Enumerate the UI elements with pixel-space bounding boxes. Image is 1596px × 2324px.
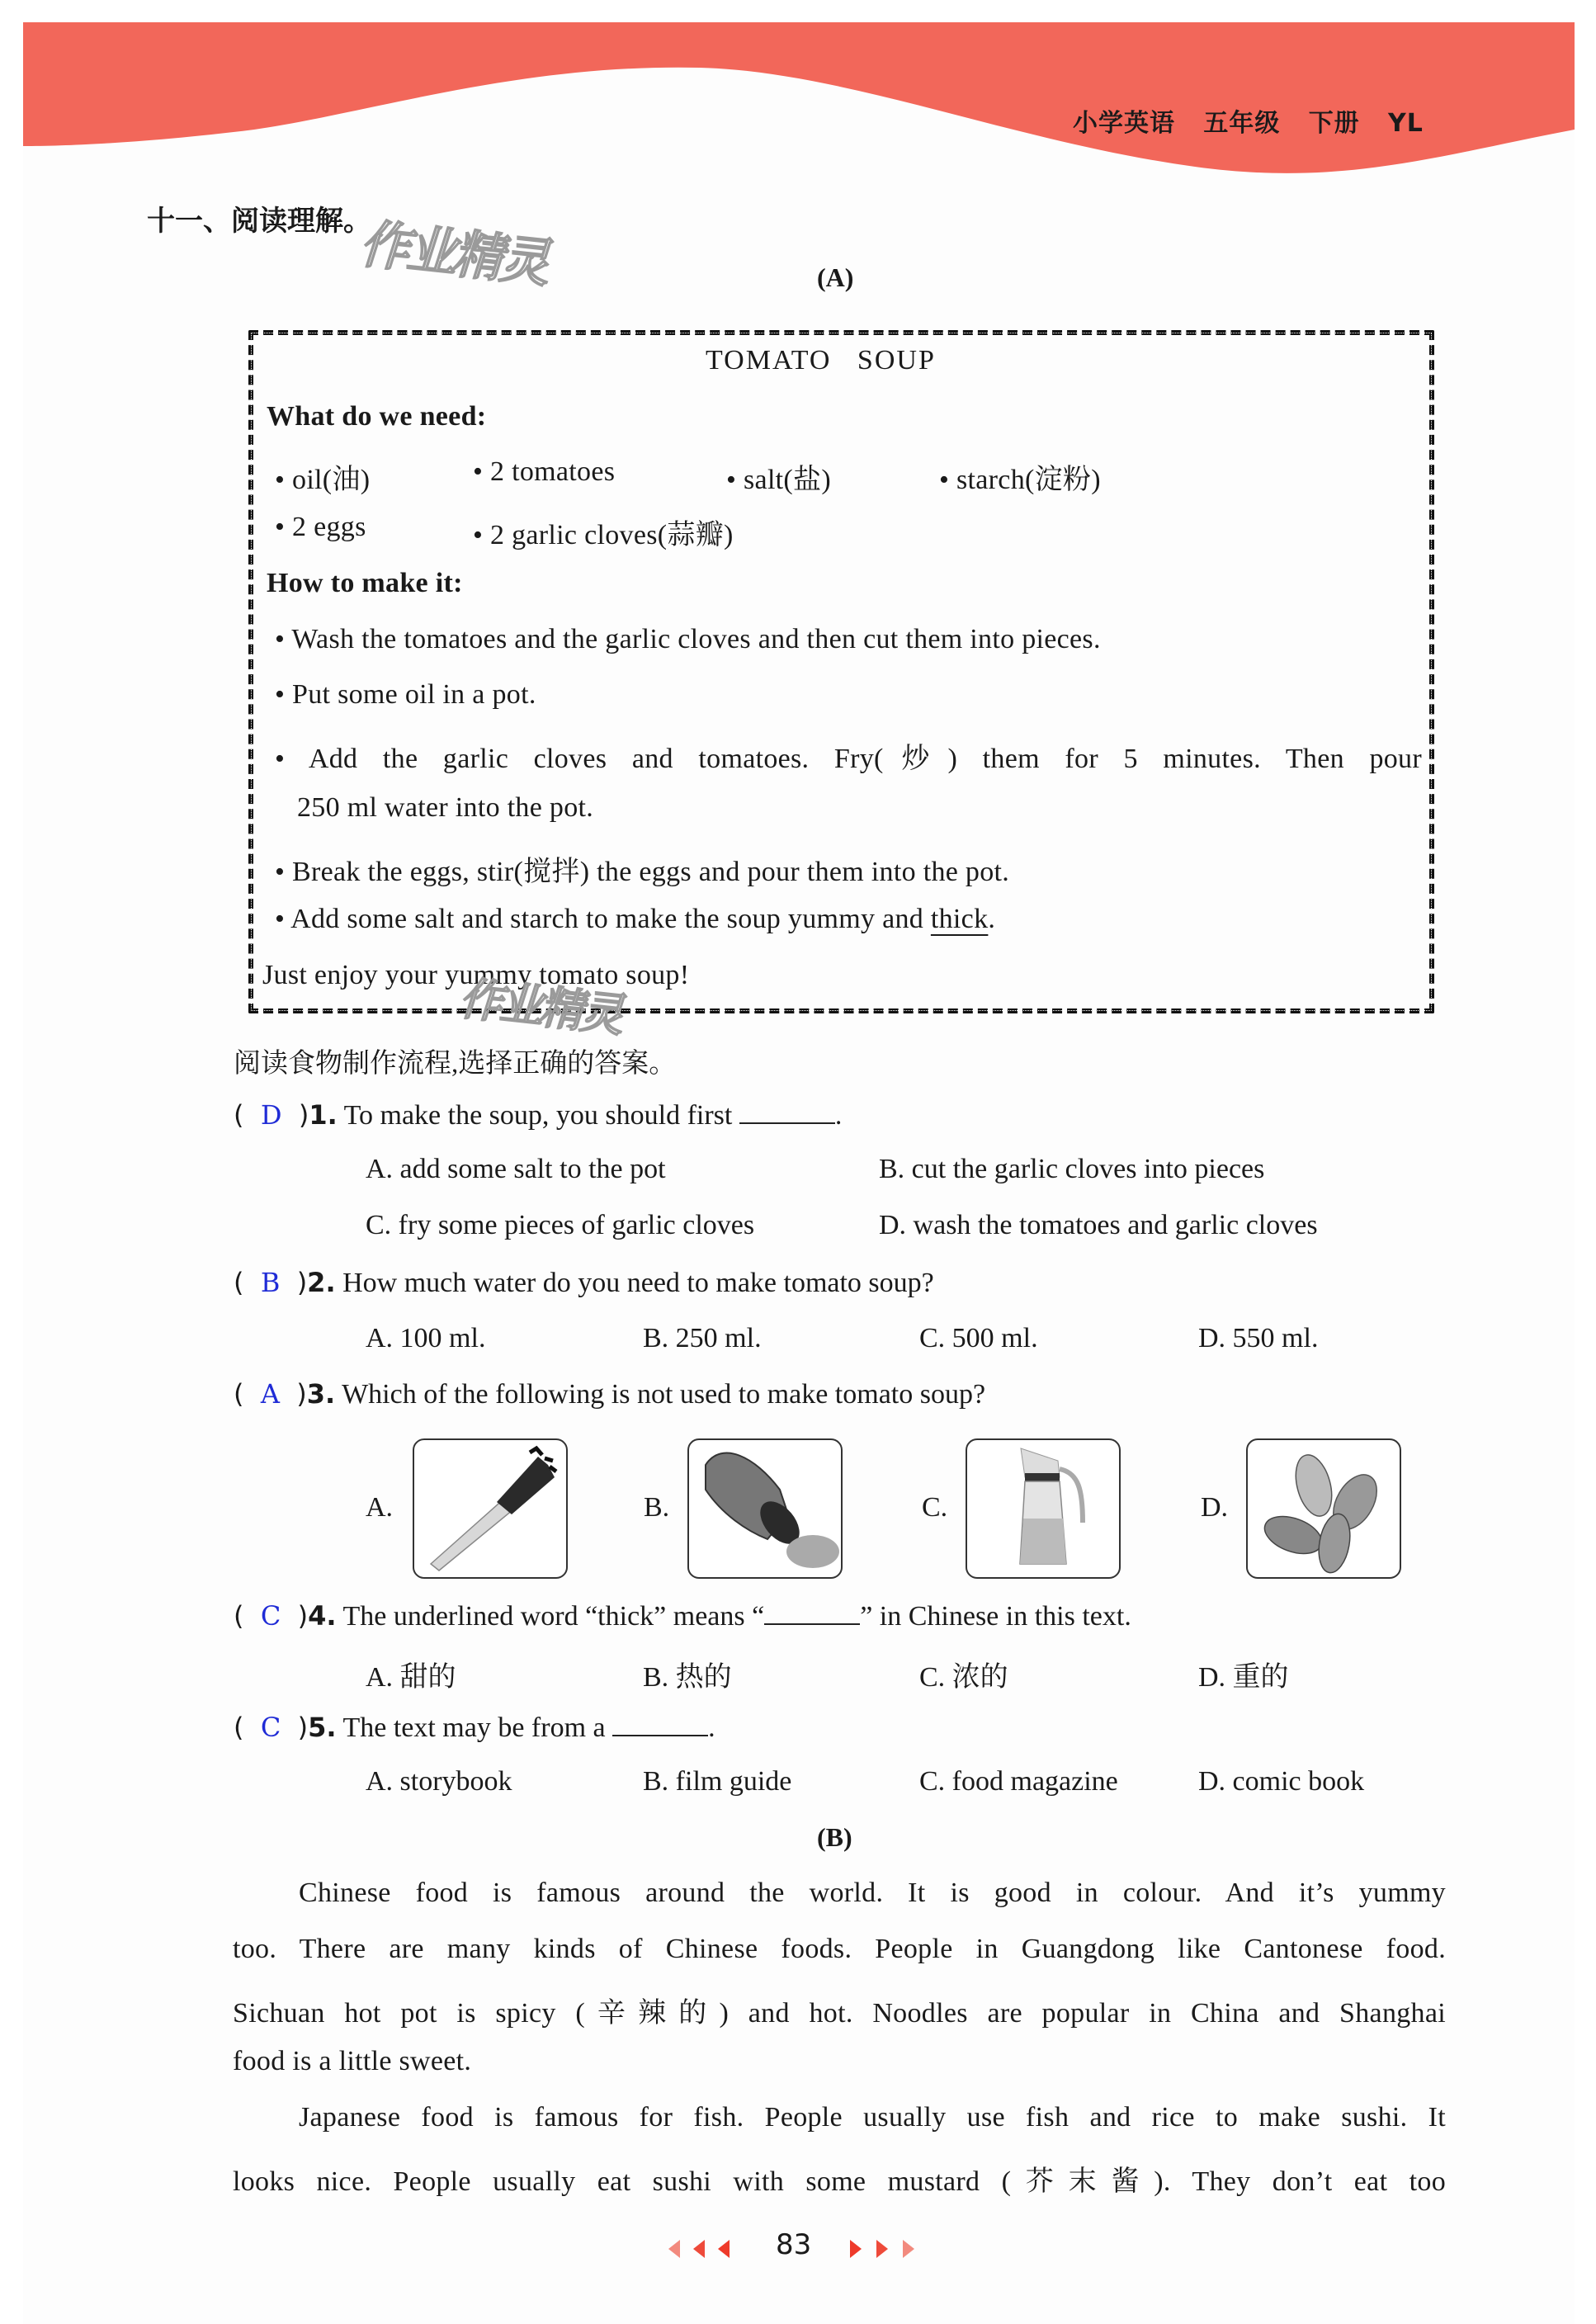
- question-number: 1.: [309, 1099, 338, 1131]
- need-heading: What do we need:: [267, 401, 487, 432]
- question-text: The text may be from a: [342, 1712, 606, 1743]
- passage-line: food is a little sweet.: [233, 2046, 472, 2076]
- recipe-step-continued: 250 ml water into the pot.: [297, 792, 594, 823]
- part-b-label: (B): [817, 1822, 852, 1852]
- recipe-closing: Just enjoy your yummy tomato soup!: [262, 960, 690, 990]
- option-label[interactable]: A.: [366, 1492, 394, 1523]
- answer-bracket: (: [234, 1600, 261, 1632]
- option[interactable]: B. 热的: [643, 1662, 732, 1693]
- section-title: 十一、阅读理解。: [147, 205, 371, 238]
- green-onion-icon: [414, 1440, 568, 1579]
- header-grade: 五年级: [1203, 109, 1281, 138]
- answer-blank: [739, 1098, 835, 1124]
- instruction: 阅读食物制作流程,选择正确的答案。: [234, 1049, 677, 1079]
- option[interactable]: B. cut the garlic cloves into pieces: [879, 1154, 1265, 1184]
- image-option-b[interactable]: [687, 1438, 843, 1579]
- answer-bracket: (: [234, 1099, 261, 1131]
- garlic-cloves-icon: [1248, 1440, 1401, 1579]
- question-3: [234, 1378, 985, 1410]
- image-option-c[interactable]: [966, 1438, 1121, 1579]
- recipe-step: • Put some oil in a pot.: [275, 679, 536, 710]
- answer-letter[interactable]: C: [260, 1600, 281, 1632]
- question-text: The underlined word “thick” means “: [342, 1601, 765, 1632]
- next-arrow-icon: [850, 2240, 862, 2258]
- question-number: 3.: [306, 1378, 336, 1410]
- recipe-title: TOMATO SOUP: [706, 345, 936, 376]
- how-heading: How to make it:: [267, 568, 463, 598]
- option[interactable]: D. 重的: [1198, 1662, 1289, 1693]
- ingredient: • 2 garlic cloves(蒜瓣): [473, 520, 734, 550]
- option-label[interactable]: B.: [644, 1492, 670, 1523]
- ingredient-text: 2 tomatoes: [490, 456, 616, 487]
- passage-line: Sichuan hot pot is spicy (辛辣的) and hot. Noodles are popular in China and Shanghai: [233, 1998, 1446, 2029]
- answer-blank: [764, 1599, 860, 1625]
- ingredient-text: salt(盐): [744, 465, 831, 495]
- ingredient-text: 2 eggs: [292, 512, 366, 542]
- answer-letter[interactable]: C: [260, 1712, 281, 1743]
- passage-line: too. There are many kinds of Chinese foods. People in Guangdong like Cantonese food.: [233, 1934, 1446, 1964]
- next-arrow-icon: [903, 2240, 914, 2258]
- answer-letter[interactable]: A: [260, 1378, 280, 1410]
- banner-wave: [23, 22, 1575, 173]
- answer-letter[interactable]: D: [260, 1099, 282, 1131]
- answer-bracket: ): [281, 1600, 309, 1632]
- option[interactable]: A. storybook: [366, 1766, 512, 1797]
- salt-shaker-icon: [689, 1440, 843, 1579]
- step-text: Wash the tomatoes and the garlic cloves and then cut them into pieces.: [291, 624, 1101, 654]
- option-label[interactable]: D.: [1201, 1492, 1229, 1523]
- option[interactable]: A. 甜的: [366, 1662, 456, 1693]
- question-text: To make the soup, you should first: [343, 1100, 733, 1131]
- question-number: 5.: [308, 1712, 337, 1743]
- question-number: 2.: [307, 1267, 336, 1298]
- question-2: [234, 1267, 934, 1299]
- image-option-d[interactable]: [1246, 1438, 1401, 1579]
- option[interactable]: B. film guide: [643, 1766, 792, 1797]
- ingredient-text: 2 garlic cloves(蒜瓣): [490, 520, 734, 550]
- answer-bracket: ): [281, 1712, 309, 1743]
- next-arrow-icon: [876, 2240, 888, 2258]
- passage-line: Japanese food is famous for fish. People usually use fish and rice to make sushi. It: [299, 2102, 1446, 2133]
- option[interactable]: D. comic book: [1198, 1766, 1365, 1797]
- ingredient: • salt(盐): [726, 465, 831, 495]
- ingredient: • 2 tomatoes: [473, 456, 616, 487]
- option-label[interactable]: C.: [922, 1492, 948, 1523]
- recipe-step: • Wash the tomatoes and the garlic cloves and then cut them into pieces.: [275, 624, 1101, 654]
- question-1: ( D )1. To make the soup, you should first .: [234, 1099, 843, 1131]
- question-number: 4.: [308, 1600, 337, 1632]
- option[interactable]: D. 550 ml.: [1198, 1323, 1319, 1353]
- watermark: 作业精灵: [455, 972, 632, 1042]
- watermark: 作业精灵: [355, 214, 560, 294]
- question-5: ( C )5. The text may be from a .: [234, 1712, 715, 1743]
- ingredient: • oil(油): [275, 465, 371, 495]
- header-subject: 小学英语: [1073, 109, 1175, 138]
- question-text: Which of the following is not used to make tomato soup?: [342, 1379, 986, 1410]
- answer-bracket: (: [234, 1267, 261, 1298]
- step-text: Break the eggs, stir(搅拌) the eggs and pour them into the pot.: [292, 857, 1010, 887]
- answer-bracket: ): [279, 1378, 307, 1410]
- ingredient: • starch(淀粉): [939, 465, 1101, 495]
- oil-bottle-icon: [967, 1440, 1121, 1579]
- prev-arrow-icon: [718, 2240, 730, 2258]
- question-text: ” in Chinese in this text.: [860, 1601, 1131, 1632]
- header-volume: 下册: [1308, 109, 1360, 138]
- underlined-word: thick: [930, 904, 989, 934]
- prev-arrow-icon: [693, 2240, 705, 2258]
- prev-arrow-icon: [668, 2240, 680, 2258]
- option[interactable]: C. 500 ml.: [919, 1323, 1038, 1353]
- header-subject-line: [1073, 102, 1424, 139]
- recipe-step: • Add some salt and starch to make the soup yummy and thick.: [275, 904, 996, 934]
- ingredient: • 2 eggs: [275, 512, 366, 542]
- step-text: Add the garlic cloves and tomatoes. Fry(炒) them for 5 minutes. Then pour: [308, 744, 1422, 774]
- step-text: Put some oil in a pot.: [292, 679, 536, 710]
- recipe-step: • Add the garlic cloves and tomatoes. Fry(炒) them for 5 minutes. Then pour: [275, 744, 1422, 774]
- ingredient-text: oil(油): [292, 465, 371, 495]
- answer-bracket: ): [280, 1267, 308, 1298]
- question-4: [234, 1599, 1131, 1632]
- question-text: How much water do you need to make tomato soup?: [342, 1268, 934, 1298]
- ingredient-text: starch(淀粉): [956, 465, 1101, 495]
- answer-blank: [612, 1710, 708, 1736]
- option[interactable]: C. 浓的: [919, 1662, 1008, 1693]
- header-banner: [23, 22, 1575, 179]
- page-number: 83: [776, 2228, 812, 2261]
- option[interactable]: A. 100 ml.: [366, 1323, 486, 1353]
- passage-line: looks nice. People usually eat sushi with some mustard (芥末酱). They don’t eat too: [233, 2166, 1446, 2197]
- recipe-step: • Break the eggs, stir(搅拌) the eggs and pour them into the pot.: [275, 857, 1010, 887]
- option[interactable]: B. 250 ml.: [643, 1323, 762, 1353]
- passage-line: Chinese food is famous around the world. It is good in colour. And it’s yummy: [299, 1878, 1446, 1908]
- header-edition: YL: [1388, 109, 1424, 138]
- answer-bracket: (: [234, 1712, 261, 1743]
- option[interactable]: D. wash the tomatoes and garlic cloves: [879, 1210, 1318, 1240]
- option[interactable]: A. add some salt to the pot: [366, 1154, 666, 1184]
- image-option-a[interactable]: [413, 1438, 568, 1579]
- answer-bracket: (: [234, 1378, 261, 1410]
- option[interactable]: C. fry some pieces of garlic cloves: [366, 1210, 755, 1240]
- part-a-label: (A): [817, 262, 854, 292]
- answer-bracket: ): [281, 1099, 309, 1131]
- step-text: Add some salt and starch to make the soup yummy and: [290, 904, 931, 934]
- option[interactable]: C. food magazine: [919, 1766, 1118, 1797]
- answer-letter[interactable]: B: [260, 1267, 281, 1298]
